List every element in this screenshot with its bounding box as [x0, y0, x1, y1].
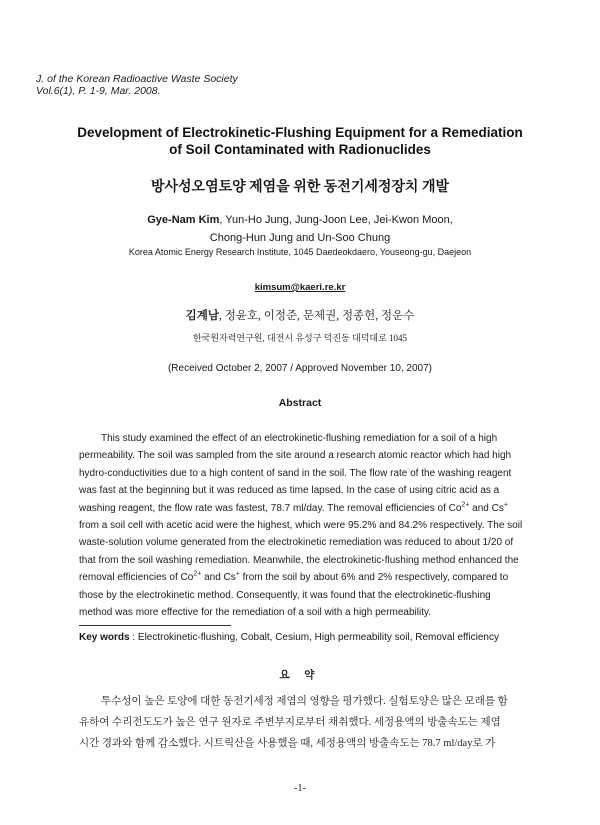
corresponding-email-link[interactable]: kimsum@kaeri.re.kr — [254, 282, 346, 293]
lead-author: Gye-Nam Kim — [147, 214, 220, 226]
korean-abstract-line: 시간 경과와 함께 감소했다. 시트릭산을 사용했을 때, 세정용액의 방출속도는 78.7 ml/day로 가 — [79, 738, 496, 749]
abstract-heading: Abstract — [278, 397, 322, 409]
author-list — [60, 211, 540, 247]
abstract-text: and Cs — [201, 572, 236, 584]
paper-title-korean: 방사성오염토양 제염을 위한 동전기세정장치 개발 — [150, 180, 449, 195]
superscript: 2+ — [461, 501, 470, 509]
keywords-text: : Electrokinetic-flushing, Cobalt, Cesium, High permeability soil, Removal efficiency — [129, 632, 499, 643]
abstract-line: This study examined the effect of an electrokinetic-flushing remediation for a soil of a high — [101, 433, 498, 444]
co-authors-2: Chong-Hun Jung and Un-Soo Chung — [209, 232, 391, 244]
abstract-text: from the soil by about 6% and 2% respectively, compared to — [239, 572, 509, 584]
abstract-line — [79, 500, 519, 517]
korean-abstract-heading: 요 약 — [279, 670, 321, 681]
co-authors-1: , Yun-Ho Jung, Jung-Joon Lee, Jei-Kwon Moon, — [219, 214, 453, 226]
journal-name: J. of the Korean Radioactive Waste Society — [36, 73, 238, 85]
lead-author-korean: 김계남 — [185, 310, 219, 322]
abstract-line: waste-solution volume generated from the electrokinetic remediation was reduced to about 1/20 of — [79, 537, 514, 549]
abstract-text: removal efficiencies of Co — [79, 572, 194, 584]
co-authors-korean: , 정윤호, 이정준, 문제권, 정종헌, 정운수 — [218, 310, 415, 322]
paper-title-english — [60, 124, 540, 158]
superscript: + — [235, 570, 240, 578]
title-line-2: of Soil Contaminated with Radionuclides — [169, 142, 431, 157]
received-dates: (Received October 2, 2007 / Approved November 10, 2007) — [167, 363, 433, 374]
abstract-line: was fast at the beginning but it was reduced as time lapsed. In the case of using citric acid as a — [79, 485, 500, 497]
korean-abstract-line: 유하여 수리전도도가 높은 연구 원자로 주변부지로부터 채취했다. 세정용액의 방출속도는 제염 — [79, 717, 501, 728]
keywords — [79, 632, 519, 643]
abstract-line: hydro-conductivities due to a high content of sand in the soil. The flow rate of the washing reagent — [79, 467, 512, 479]
page-number: -1- — [294, 783, 306, 794]
affiliation-korean: 한국원자력연구원, 대전시 유성구 덕진동 대덕대로 1045 — [192, 333, 408, 343]
title-line-1: Development of Electrokinetic-Flushing Equipment for a Remediation — [77, 125, 523, 140]
abstract-line: permeability. The soil was sampled from the site around a research atomic reactor which had high — [79, 450, 512, 462]
affiliation: Korea Atomic Energy Research Institute, 1045 Daedeokdaero, Youseong-gu, Daejeon — [128, 247, 472, 257]
abstract-line: that from the soil washing remediation. Meanwhile, the electrokinetic-flushing method enhanced the — [79, 554, 519, 566]
abstract-line: method was more effective for the remediation of a soil with a high permeability. — [79, 607, 432, 619]
journal-volume: Vol.6(1), P. 1-9, Mar. 2008. — [36, 85, 161, 97]
author-list-korean — [60, 307, 540, 323]
korean-abstract-body — [79, 691, 519, 754]
keywords-divider — [79, 625, 231, 626]
abstract-text: washing reagent, the flow rate was fastest, 78.7 ml/day. The removal efficiencies of Co — [79, 502, 462, 514]
korean-abstract-line: 투수성이 높은 토양에 대한 동전기세정 제염의 영향을 평가했다. 실험토양은 많은 모래를 함 — [101, 696, 508, 707]
abstract-line — [79, 569, 519, 586]
abstract-line: those by the electrokinetic method. Consequently, it was found that the electrokinetic-flushing — [79, 589, 491, 601]
abstract-line: from a soil cell with acetic acid were the highest, which were 95.2% and 84.2% respectively. The soil — [79, 520, 523, 532]
keywords-label: Key words — [79, 632, 130, 643]
abstract-text: and Cs — [469, 502, 504, 514]
superscript: + — [503, 501, 508, 509]
abstract-body — [79, 430, 523, 621]
superscript: 2+ — [193, 570, 202, 578]
journal-citation — [36, 73, 238, 97]
